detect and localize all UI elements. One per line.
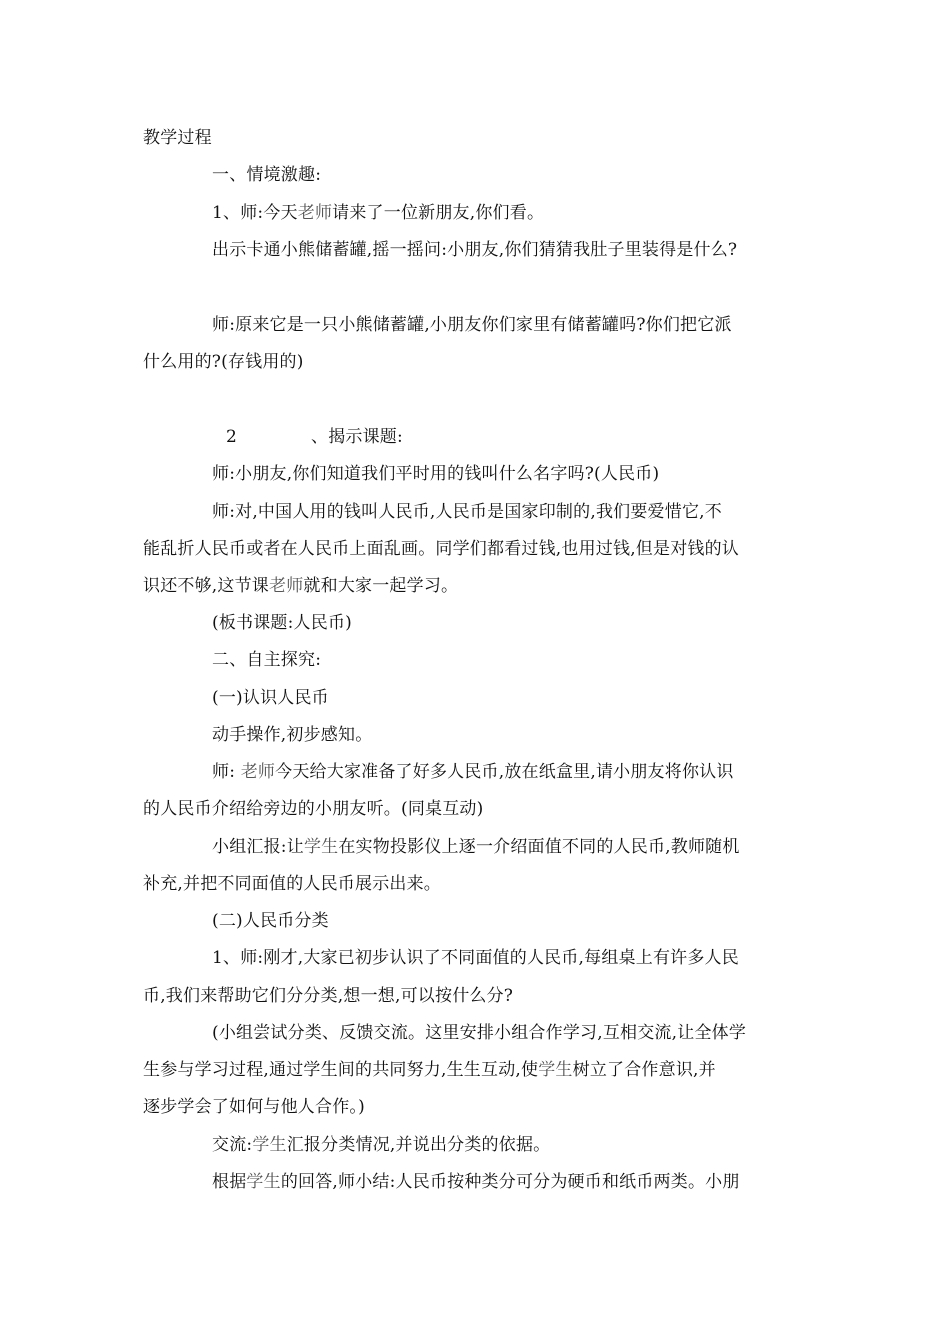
highlight-link[interactable]: 老师 <box>297 203 333 223</box>
highlight-link[interactable]: 学生 <box>303 837 339 857</box>
highlight-link[interactable]: 老师 <box>240 762 276 782</box>
paragraph-line: 币,我们来帮助它们分分类,想一想,可以按什么分? <box>143 986 514 1006</box>
heading: 教学过程 <box>143 128 212 148</box>
paragraph-line: 师:小朋友,你们知道我们平时用的钱叫什么名字吗?(人民币) <box>212 464 660 484</box>
section-title: 二、自主探究: <box>212 650 322 670</box>
paragraph-line: 什么用的?(存钱用的) <box>143 352 304 372</box>
section-title: 、揭示课题: <box>311 427 403 447</box>
highlight-link[interactable]: 学生 <box>246 1172 281 1192</box>
paragraph-line: 动手操作,初步感知。 <box>212 725 373 745</box>
paragraph-line: 生参与学习过程,通过学生间的共同努力,生生互动,使学生树立了合作意识,并 <box>143 1060 716 1080</box>
section-title: 一、情境激趣: <box>212 165 322 185</box>
paragraph-line: 根据学生的回答,师小结:人民币按种类分可分为硬币和纸币两类。小朋 <box>212 1172 740 1192</box>
highlight-link[interactable]: 学生 <box>252 1135 287 1155</box>
paragraph-line: (小组尝试分类、反馈交流。这里安排小组合作学习,互相交流,让全体学 <box>212 1023 747 1043</box>
paragraph-line: 师:对,中国人用的钱叫人民币,人民币是国家印制的,我们要爱惜它,不 <box>212 502 722 522</box>
highlight-link[interactable]: 学生 <box>538 1060 573 1080</box>
paragraph-line: 师: 老师今天给大家准备了好多人民币,放在纸盒里,请小朋友将你认识 <box>212 762 734 782</box>
paragraph-line: 1、师:刚才,大家已初步认识了不同面值的人民币,每组桌上有许多人民 <box>212 948 739 968</box>
subsection-title: (二)人民币分类 <box>212 911 329 931</box>
paragraph-line: 识还不够,这节课老师就和大家一起学习。 <box>143 576 459 596</box>
paragraph-line: 交流:学生汇报分类情况,并说出分类的依据。 <box>212 1135 551 1155</box>
subsection-title: (一)认识人民币 <box>212 688 329 708</box>
paragraph-line: (板书课题:人民币) <box>212 613 352 633</box>
paragraph-line: 的人民币介绍给旁边的小朋友听。(同桌互动) <box>143 799 484 819</box>
paragraph-line: 能乱折人民币或者在人民币上面乱画。同学们都看过钱,也用过钱,但是对钱的认 <box>143 539 740 559</box>
paragraph-line: 小组汇报:让学生在实物投影仪上逐一介绍面值不同的人民币,教师随机 <box>212 837 740 857</box>
section-number: 2 <box>226 427 238 447</box>
paragraph-line: 逐步学会了如何与他人合作。) <box>143 1097 365 1117</box>
highlight-link[interactable]: 老师 <box>269 576 304 596</box>
paragraph-line: 1、师:今天老师请来了一位新朋友,你们看。 <box>212 203 545 223</box>
paragraph-line: 补充,并把不同面值的人民币展示出来。 <box>143 874 442 894</box>
paragraph-line: 出示卡通小熊储蓄罐,摇一摇问:小朋友,你们猜猜我肚子里装得是什么? <box>212 240 738 260</box>
paragraph-line: 师:原来它是一只小熊储蓄罐,小朋友你们家里有储蓄罐吗?你们把它派 <box>212 315 732 335</box>
